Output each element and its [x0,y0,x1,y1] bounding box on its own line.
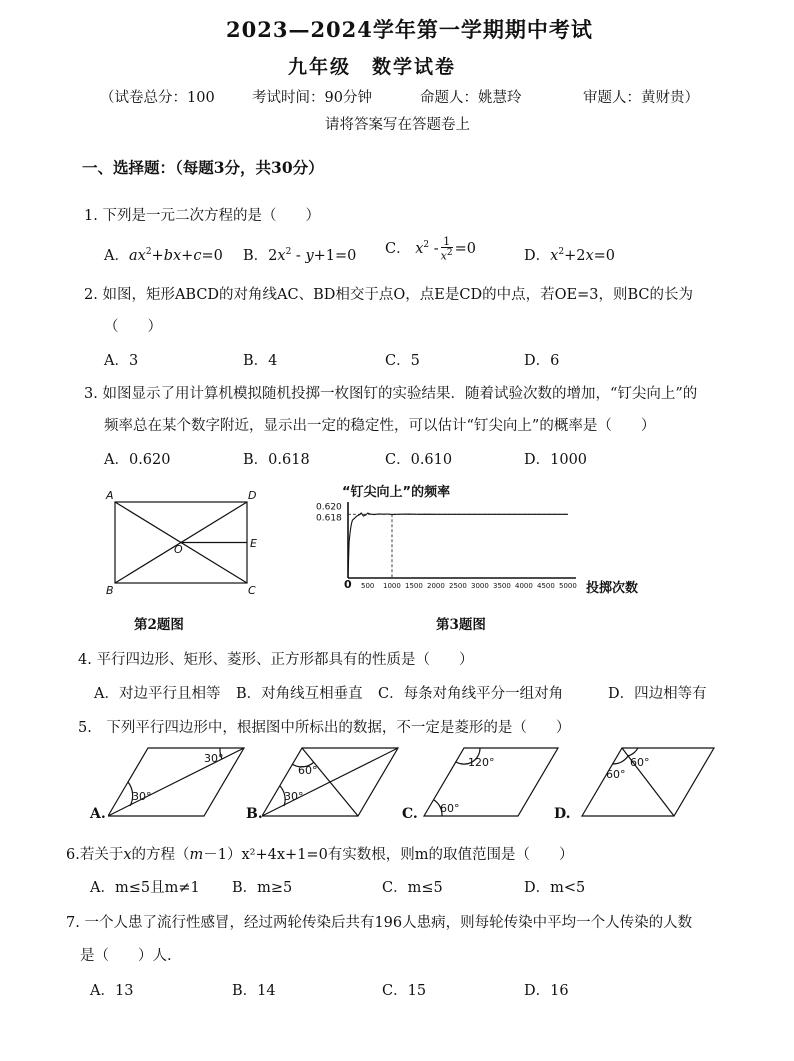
q3-option-c: C．0.610 [385,452,453,468]
q6-var-m: m [189,847,204,863]
x-tick-label: 3000 [471,582,489,590]
diagonal [302,748,358,816]
q7-option-b: B．14 [232,983,276,999]
x-tick-label: 1500 [405,582,423,590]
answer-note: 请将答案写在答题卷上 [325,117,470,133]
x-tick-label: 1000 [383,582,401,590]
q7-option-a: A．13 [90,983,134,999]
x-tick-label: 4500 [537,582,555,590]
fig2-caption: 第2题图 [134,617,184,633]
angle-label: 30° [204,752,224,765]
option-label: A． [104,248,129,264]
exam-subtitle: 九年级 数学试卷 [288,56,457,78]
angle-label: 60° [440,802,460,815]
label-c: C [248,584,256,597]
angle-label: 60° [606,768,626,781]
x-axis-label: 投掷次数 [586,581,639,596]
q2-option-c: C．5 [385,353,420,369]
q7-stem-line1: 7. 一个人患了流行性感冒，经过两轮传染后共有196人患病，则每轮传染中平均一个人传染的人数 [66,915,693,931]
q5-stem: 5. 下列平行四边形中，根据图中所标出的数据，不一定是菱形的是（ ） [78,720,571,736]
angle-label: 60° [298,764,318,777]
q5-parallelogram-a [108,742,248,822]
angle-label: 30° [132,790,152,803]
q2-option-b: B．4 [243,353,278,369]
q6-stem [66,843,574,864]
q5-figures [84,742,724,828]
angle-label: 120° [468,756,495,769]
q7-option-c: C．15 [382,983,427,999]
q6-option-c: C．m≤5 [382,880,443,896]
q5-parallelogram-d [578,742,718,822]
x-tick-label: 2000 [427,582,445,590]
q2-option-a: A．3 [104,353,139,369]
fig3-caption: 第3题图 [436,617,486,633]
q5-label-a: A. [90,806,106,822]
q1-option-d: D．$x^2+2x=0$ [524,247,615,264]
q1-option-c: C． $x^2$ - $\frac{1}{x^2}$ =0 [385,235,476,263]
angle-label: 30° [284,790,304,803]
q5-label-b: B. [246,806,263,822]
label-d: D [248,489,257,502]
q3-option-a: A．0.620 [104,452,171,468]
q4-option-b: B．对角线互相垂直 [236,686,363,702]
frequency-line [348,513,568,578]
label-a: A [106,489,114,502]
label-e: E [250,537,257,550]
option-label: C． [385,240,411,257]
q1-option-a: A．$ax^2+bx+c=0$ [104,247,223,264]
x-tick-label: 500 [361,582,375,590]
q7-option-d: D．16 [524,983,569,999]
label-o: O [174,543,183,556]
fig3-frequency-chart [312,480,662,600]
option-label: D． [524,248,551,264]
angle-arc [628,748,638,756]
x-tick-label: 2500 [449,582,467,590]
q6-option-b: B．m≥5 [232,880,293,896]
y-tick-label: 0.620 [316,502,342,513]
section-title: 一、选择题：（每题3分，共30分） [82,158,324,177]
total-score: （试卷总分：100 [100,90,215,106]
q5-label-c: C. [402,806,418,822]
q4-stem: 4. 平行四边形、矩形、菱形、正方形都具有的性质是（ ） [78,652,474,668]
q6-option-d: D．m<5 [524,880,586,896]
x-tick-label: 5000 [559,582,577,590]
q4-option-d: D．四边相等有 [608,686,707,702]
q3-option-b: B．0.618 [243,452,310,468]
q5-parallelogram-b [262,742,402,822]
q3-stem-line1: 3. 如图显示了用计算机模拟随机投掷一枚图钉的实验结果．随着试验次数的增加，“钉尖向上”的 [84,386,698,402]
q1-stem: 1. 下列是一元二次方程的是（ ） [84,208,320,224]
option-label: B． [243,248,269,264]
x-tick-label: 3500 [493,582,511,590]
q4-option-a: A．对边平行且相等 [94,686,221,702]
q4-option-c: C．每条对角线平分一组对角 [378,686,564,702]
fig2-rectangle-diagram [100,486,270,598]
q2-stem-line2: （ ） [104,319,162,335]
x-tick-label: 4000 [515,582,533,590]
q5-label-d: D. [554,806,571,822]
exam-time: 考试时间：90分钟 [252,90,372,106]
chart-title: “钉尖向上”的频率 [342,485,451,500]
q6-option-a: A．m≤5且m≠1 [90,880,200,896]
q6-stem-part: 6.若关于 [66,847,124,863]
x-tick-label: 0 [344,578,352,591]
q6-var-x: x [123,847,132,863]
q2-option-d: D．6 [524,353,560,369]
q5-parallelogram-c [420,742,560,822]
q3-option-d: D．1000 [524,452,588,468]
exam-title: 2023—2024学年第一学期期中考试 [226,17,593,42]
q6-stem-part: －1）x²+4x+1=0有实数根，则m的取值范围是（ ） [203,847,574,863]
q1-option-b: B．$2x^2 - y+1=0$ [243,247,357,264]
q7-stem-line2: 是（ ）人. [80,948,172,964]
q2-stem-line1: 2. 如图，矩形ABCD的对角线AC、BD相交于点O，点E是CD的中点，若OE=3，则BC的长为 [84,287,693,303]
y-tick-label: 0.618 [316,513,342,524]
q6-stem-part: 的方程（ [131,847,190,863]
exam-reviewer: 审题人：黄财贵） [583,90,699,106]
exam-author: 命题人：姚慧玲 [420,90,522,106]
angle-label: 60° [630,756,650,769]
q3-stem-line2: 频率总在某个数字附近，显示出一定的稳定性，可以估计“钉尖向上”的概率是（ ） [104,418,656,434]
label-b: B [106,584,114,597]
